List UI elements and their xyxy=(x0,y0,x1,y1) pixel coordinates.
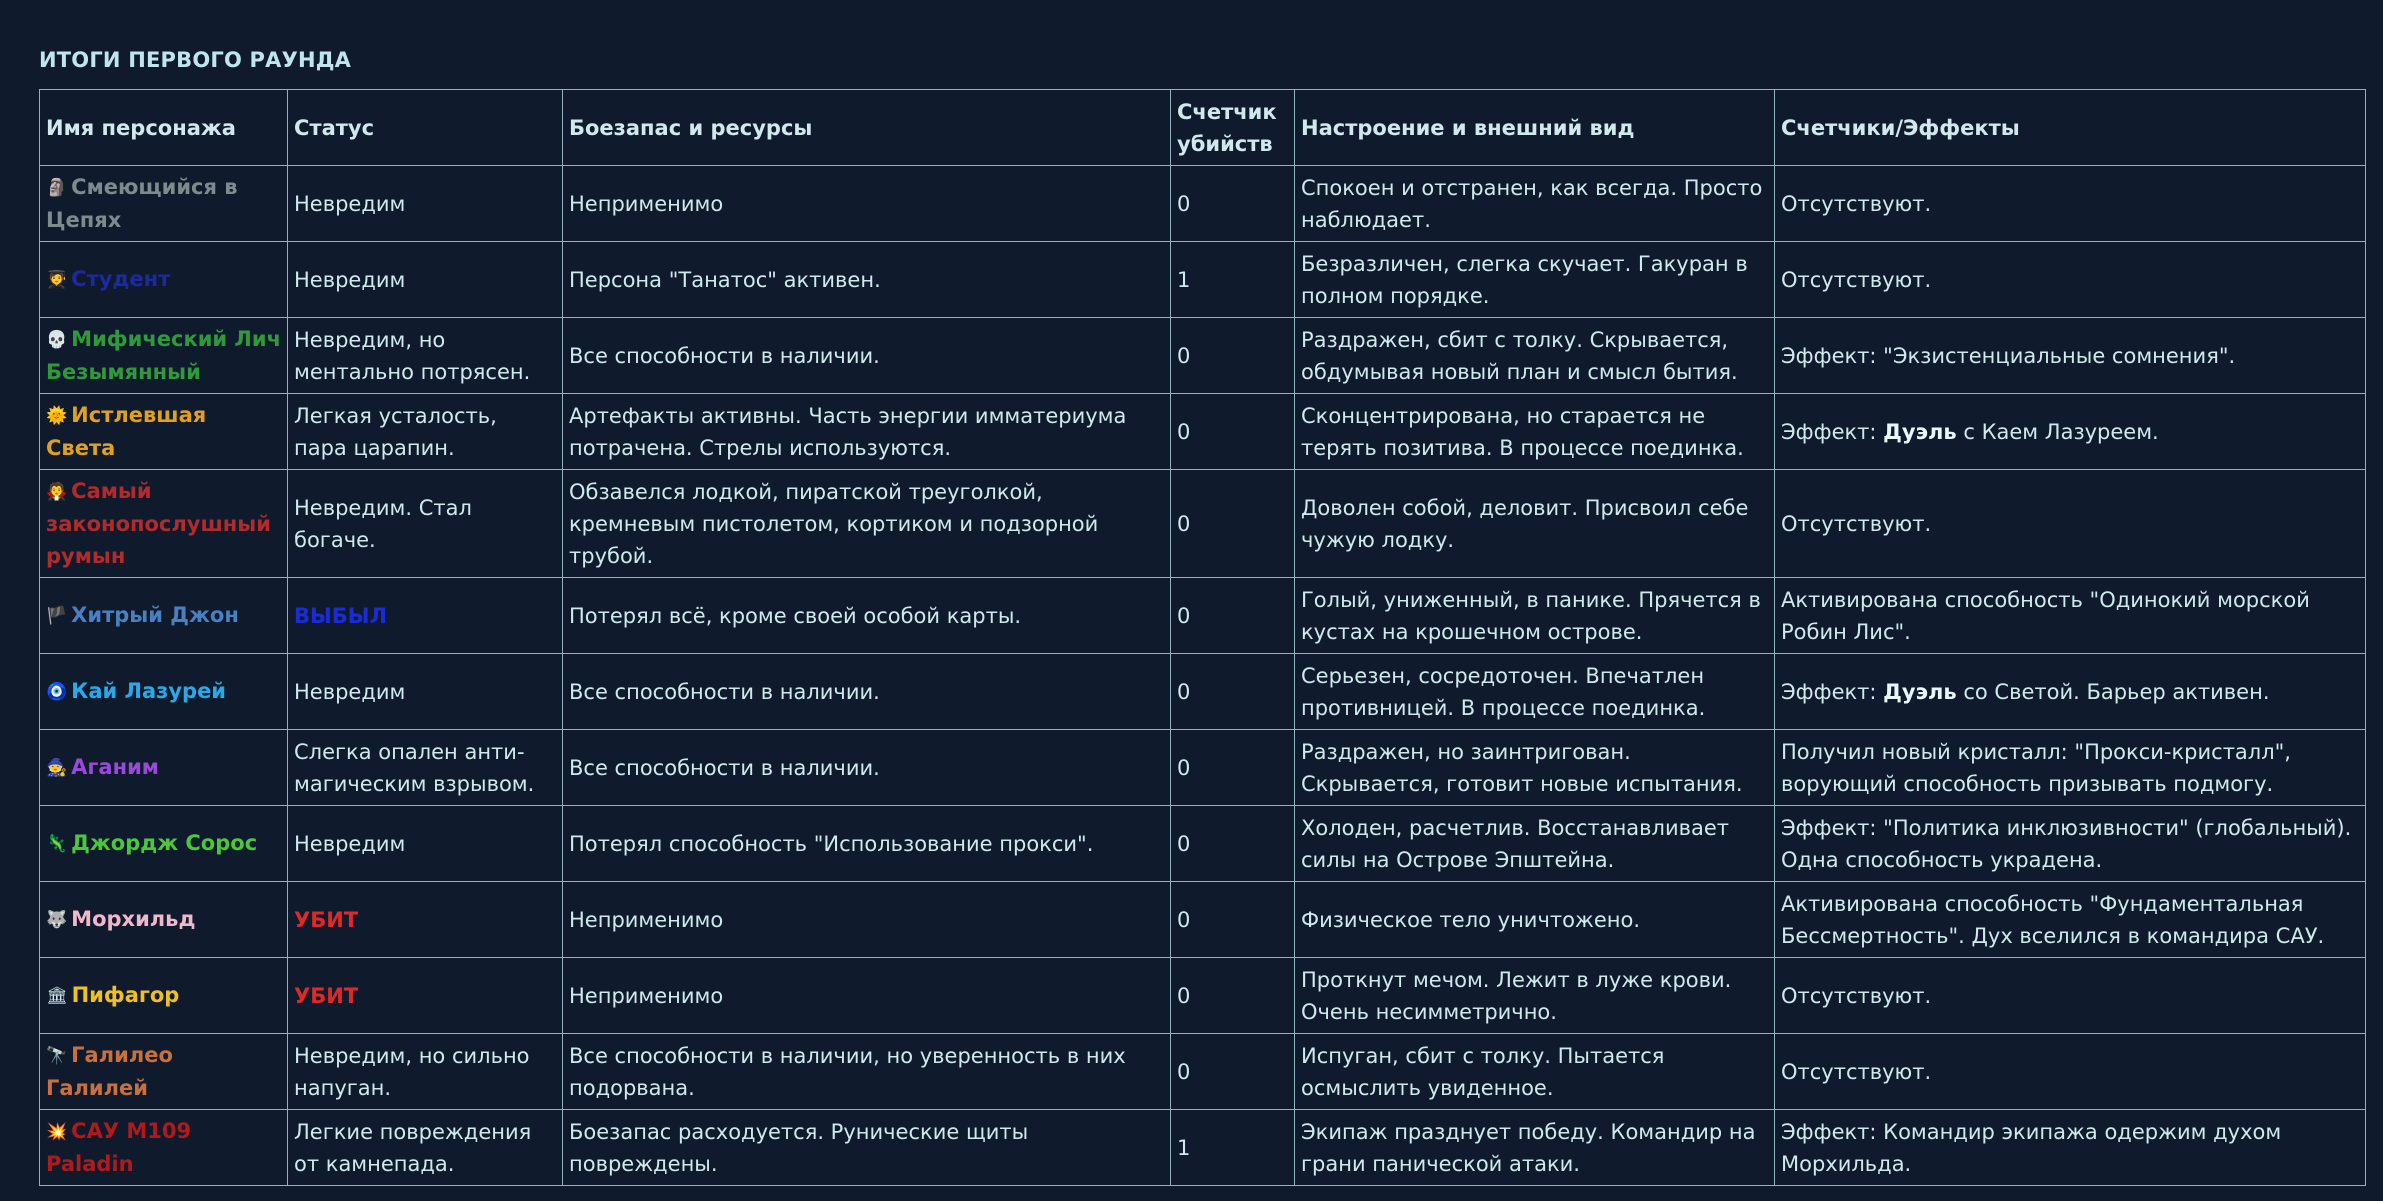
status-text: Невредим. Стал богаче. xyxy=(294,495,472,552)
column-header-kills: Счетчик убийств xyxy=(1171,90,1295,166)
character-name: Смеющийся в Цепях xyxy=(46,175,238,232)
effects-cell xyxy=(1775,806,2366,882)
status-cell xyxy=(288,318,563,394)
status-text: УБИТ xyxy=(294,907,359,932)
resources-cell: Обзавелся лодкой, пиратской треуголкой, кремневым пистолетом, кортиком и подзорной трубой. xyxy=(563,470,1171,578)
effects-text: Отсутствуют. xyxy=(1781,1059,1932,1084)
status-text: Невредим xyxy=(294,267,406,292)
status-text: Невредим xyxy=(294,831,406,856)
status-cell xyxy=(288,578,563,654)
character-name: Самый законопослушный румын xyxy=(46,479,271,568)
resources-cell: Все способности в наличии. xyxy=(563,318,1171,394)
blue-eye-icon: 🧿 xyxy=(46,682,68,702)
column-header-mood: Настроение и внешний вид xyxy=(1295,90,1775,166)
column-header-resources: Боезапас и ресурсы xyxy=(563,90,1171,166)
resources-cell: Персона "Танатос" активен. xyxy=(563,242,1171,318)
effects-text: Эффект: xyxy=(1781,679,1884,704)
lizard-icon: 🦎 xyxy=(46,834,68,854)
character-cell xyxy=(40,394,288,470)
character-cell xyxy=(40,1110,288,1186)
table-row xyxy=(40,578,2366,654)
effects-text: Активирована способность "Фундаментальная Бессмертность". Дух вселился в командира САУ. xyxy=(1781,891,2325,948)
table-row xyxy=(40,1110,2366,1186)
resources-cell: Потерял способность "Использование прокси". xyxy=(563,806,1171,882)
resources-cell: Все способности в наличии. xyxy=(563,654,1171,730)
table-row xyxy=(40,166,2366,242)
mood-cell: Испуган, сбит с толку. Пытается осмыслить увиденное. xyxy=(1295,1034,1775,1110)
vampire-icon: 🧛 xyxy=(46,482,68,502)
effects-text: Отсутствуют. xyxy=(1781,267,1932,292)
kills-cell: 0 xyxy=(1171,470,1295,578)
skull-icon: 💀 xyxy=(46,330,68,350)
status-text: Легкая усталость, пара царапин. xyxy=(294,403,497,460)
character-cell xyxy=(40,654,288,730)
character-cell xyxy=(40,958,288,1034)
explosion-icon: 💥 xyxy=(46,1122,68,1142)
results-table xyxy=(39,89,2366,1186)
effects-cell xyxy=(1775,958,2366,1034)
mood-cell: Серьезен, сосредоточен. Впечатлен противницей. В процессе поединка. xyxy=(1295,654,1775,730)
pirate-flag-icon: 🏴 xyxy=(46,606,68,626)
mood-cell: Сконцентрирована, но старается не терять позитива. В процессе поединка. xyxy=(1295,394,1775,470)
character-name: Кай Лазурей xyxy=(71,679,227,703)
character-cell xyxy=(40,882,288,958)
character-name: Галилео Галилей xyxy=(46,1043,173,1100)
character-cell xyxy=(40,318,288,394)
page-title: ИТОГИ ПЕРВОГО РАУНДА xyxy=(39,48,352,72)
kills-cell: 0 xyxy=(1171,1034,1295,1110)
character-cell xyxy=(40,470,288,578)
resources-cell: Неприменимо xyxy=(563,958,1171,1034)
mood-cell: Голый, униженный, в панике. Прячется в кустах на крошечном острове. xyxy=(1295,578,1775,654)
status-cell xyxy=(288,394,563,470)
effects-text: Эффект: "Политика инклюзивности" (глобальный). Одна способность украдена. xyxy=(1781,815,2352,872)
character-name: Хитрый Джон xyxy=(71,603,239,627)
mood-cell: Экипаж празднует победу. Командир на грани панической атаки. xyxy=(1295,1110,1775,1186)
sun-icon: 🌞 xyxy=(46,406,68,426)
character-name: САУ M109 Paladin xyxy=(46,1119,192,1176)
character-name: Морхильд xyxy=(71,907,196,931)
table-row xyxy=(40,242,2366,318)
kills-cell: 0 xyxy=(1171,806,1295,882)
effects-text: Получил новый кристалл: "Прокси-кристалл", ворующий способность призывать подмогу. xyxy=(1781,739,2291,796)
status-text: УБИТ xyxy=(294,983,359,1008)
resources-cell: Артефакты активны. Часть энергии имматериума потрачена. Стрелы используются. xyxy=(563,394,1171,470)
effects-cell xyxy=(1775,578,2366,654)
status-text: Слегка опален анти-магическим взрывом. xyxy=(294,739,535,796)
effects-cell xyxy=(1775,1110,2366,1186)
character-cell xyxy=(40,242,288,318)
effects-text: Отсутствуют. xyxy=(1781,511,1932,536)
kills-cell: 0 xyxy=(1171,958,1295,1034)
character-name: Мифический Лич Безымянный xyxy=(46,327,282,384)
header-row xyxy=(40,90,2366,166)
kills-cell: 0 xyxy=(1171,730,1295,806)
character-cell xyxy=(40,730,288,806)
effects-cell xyxy=(1775,242,2366,318)
resources-cell: Боезапас расходуется. Рунические щиты повреждены. xyxy=(563,1110,1171,1186)
status-cell xyxy=(288,730,563,806)
effects-text: Эффект: xyxy=(1781,419,1884,444)
status-cell xyxy=(288,654,563,730)
wolf-icon: 🐺 xyxy=(46,910,68,930)
effects-text: Эффект: "Экзистенциальные сомнения". xyxy=(1781,343,2236,368)
status-text: ВЫБЫЛ xyxy=(294,603,387,628)
resources-cell: Потерял всё, кроме своей особой карты. xyxy=(563,578,1171,654)
resources-cell: Неприменимо xyxy=(563,882,1171,958)
kills-cell: 0 xyxy=(1171,394,1295,470)
effects-cell xyxy=(1775,1034,2366,1110)
kills-cell: 1 xyxy=(1171,1110,1295,1186)
status-text: Невредим xyxy=(294,679,406,704)
status-cell xyxy=(288,882,563,958)
table-row xyxy=(40,958,2366,1034)
character-name: Пифагор xyxy=(71,983,180,1007)
effects-text-end: с Каем Лазуреем. xyxy=(1956,419,2159,444)
statue-icon: 🗿 xyxy=(46,178,68,198)
character-name: Студент xyxy=(71,267,171,291)
mood-cell: Раздражен, сбит с толку. Скрывается, обдумывая новый план и смысл бытия. xyxy=(1295,318,1775,394)
column-header-status: Статус xyxy=(288,90,563,166)
table-row xyxy=(40,394,2366,470)
status-text: Легкие повреждения от камнепада. xyxy=(294,1119,532,1176)
resources-cell: Все способности в наличии. xyxy=(563,730,1171,806)
effects-cell xyxy=(1775,166,2366,242)
mood-cell: Спокоен и отстранен, как всегда. Просто наблюдает. xyxy=(1295,166,1775,242)
status-cell xyxy=(288,806,563,882)
effects-cell xyxy=(1775,882,2366,958)
table-row xyxy=(40,654,2366,730)
effects-cell xyxy=(1775,318,2366,394)
kills-cell: 1 xyxy=(1171,242,1295,318)
temple-icon: 🏛 xyxy=(46,986,68,1006)
status-cell xyxy=(288,166,563,242)
page xyxy=(39,45,2365,1186)
mood-cell: Безразличен, слегка скучает. Гакуран в полном порядке. xyxy=(1295,242,1775,318)
column-header-effects: Счетчики/Эффекты xyxy=(1775,90,2366,166)
effects-bold-text: Дуэль xyxy=(1883,679,1957,704)
resources-cell: Неприменимо xyxy=(563,166,1171,242)
table-row xyxy=(40,318,2366,394)
kills-cell: 0 xyxy=(1171,882,1295,958)
table-row xyxy=(40,806,2366,882)
character-name: Аганим xyxy=(71,755,159,779)
column-header-name: Имя персонажа xyxy=(40,90,288,166)
effects-cell xyxy=(1775,394,2366,470)
telescope-icon: 🔭 xyxy=(46,1046,68,1066)
status-text: Невредим, но сильно напуган. xyxy=(294,1043,530,1100)
effects-bold-text: Дуэль xyxy=(1883,419,1957,444)
mood-cell: Раздражен, но заинтригован. Скрывается, готовит новые испытания. xyxy=(1295,730,1775,806)
table-row xyxy=(40,882,2366,958)
effects-text: Отсутствуют. xyxy=(1781,983,1932,1008)
status-cell xyxy=(288,242,563,318)
character-cell xyxy=(40,1034,288,1110)
mood-cell: Холоден, расчетлив. Восстанавливает силы на Острове Эпштейна. xyxy=(1295,806,1775,882)
mood-cell: Проткнут мечом. Лежит в луже крови. Очень несимметрично. xyxy=(1295,958,1775,1034)
status-cell xyxy=(288,958,563,1034)
effects-text: Активирована способность "Одинокий морской Робин Лис". xyxy=(1781,587,2310,644)
character-name: Истлевшая Света xyxy=(46,403,207,460)
kills-cell: 0 xyxy=(1171,166,1295,242)
kills-cell: 0 xyxy=(1171,318,1295,394)
kills-cell: 0 xyxy=(1171,578,1295,654)
resources-cell: Все способности в наличии, но уверенность в них подорвана. xyxy=(563,1034,1171,1110)
effects-cell xyxy=(1775,654,2366,730)
effects-text: Отсутствуют. xyxy=(1781,191,1932,216)
effects-text-end: со Светой. Барьер активен. xyxy=(1956,679,2270,704)
student-icon: 🧑‍🎓 xyxy=(46,270,68,290)
mood-cell: Физическое тело уничтожено. xyxy=(1295,882,1775,958)
character-cell xyxy=(40,166,288,242)
status-text: Невредим, но ментально потрясен. xyxy=(294,327,531,384)
mood-cell: Доволен собой, деловит. Присвоил себе чужую лодку. xyxy=(1295,470,1775,578)
status-text: Невредим xyxy=(294,191,406,216)
kills-cell: 0 xyxy=(1171,654,1295,730)
table-row xyxy=(40,730,2366,806)
table-row xyxy=(40,1034,2366,1110)
effects-cell xyxy=(1775,730,2366,806)
character-cell xyxy=(40,806,288,882)
table-row xyxy=(40,470,2366,578)
status-cell xyxy=(288,1110,563,1186)
character-cell xyxy=(40,578,288,654)
status-cell xyxy=(288,470,563,578)
effects-text: Эффект: Командир экипажа одержим духом Морхильда. xyxy=(1781,1119,2282,1176)
status-cell xyxy=(288,1034,563,1110)
table-body xyxy=(40,166,2366,1186)
mage-icon: 🧙 xyxy=(46,758,68,778)
effects-cell xyxy=(1775,470,2366,578)
character-name: Джордж Сорос xyxy=(71,831,258,855)
